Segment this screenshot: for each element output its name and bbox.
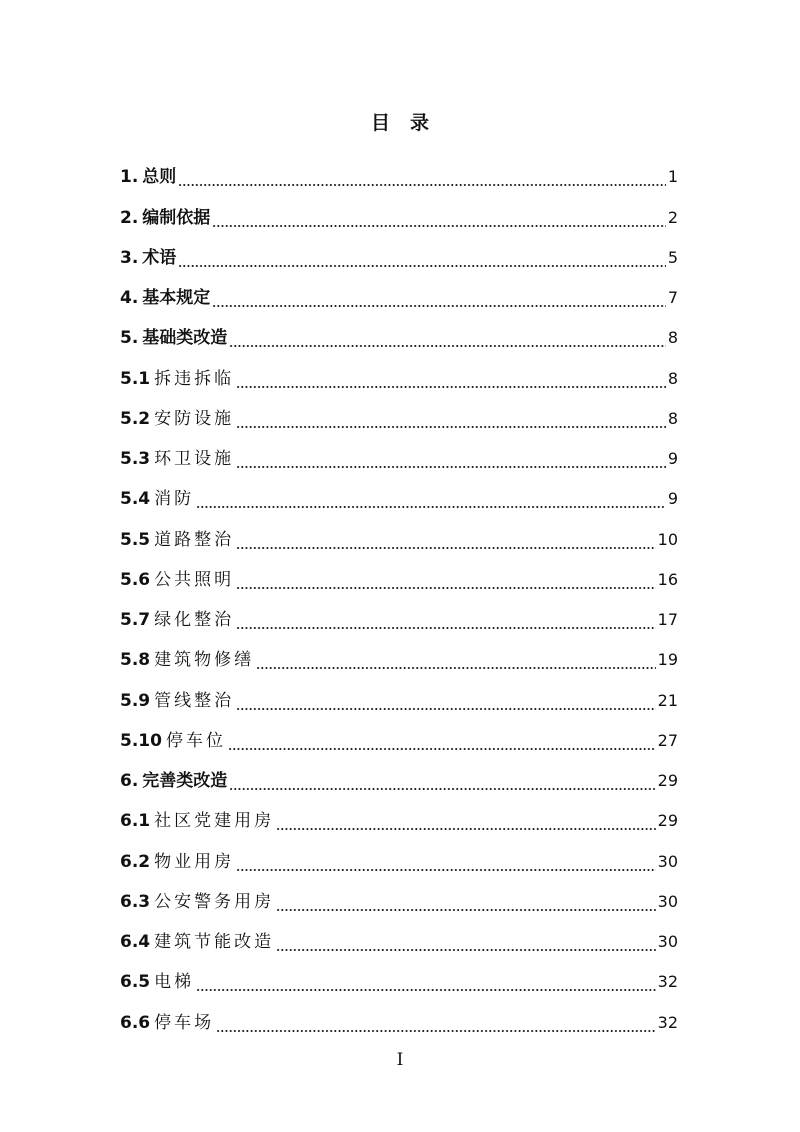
toc-entry-number: 2.: [120, 207, 139, 228]
toc-entry-number: 6.2: [120, 851, 151, 872]
toc-entry-number: 4.: [120, 288, 139, 308]
toc-entry-text: 公共照明: [154, 569, 235, 590]
toc-entry[interactable]: [120, 553, 678, 593]
toc-entry-label: [120, 366, 234, 392]
toc-entry-label: [120, 607, 234, 633]
toc-entry-label: [120, 164, 176, 190]
toc-entry-label: [120, 446, 234, 472]
toc-entry-text: 公安警务用房: [154, 891, 275, 912]
toc-entry-text: 物业用房: [154, 851, 235, 872]
toc-entry-page: 2: [667, 207, 678, 227]
toc-entry-page: 29: [657, 771, 678, 790]
dot-leader: [229, 768, 655, 794]
toc-entry-label: [120, 647, 254, 673]
dot-leader: [212, 205, 666, 231]
toc-entry-text: 绿化整治: [154, 610, 235, 630]
toc-entry-label: [120, 406, 234, 432]
toc-entry-label: [120, 205, 210, 231]
dot-leader: [236, 366, 666, 392]
toc-entry-text: 消防: [154, 489, 195, 510]
toc-entry-number: 5.7: [120, 610, 151, 630]
table-of-contents: [120, 150, 678, 1036]
toc-entry-page: 19: [657, 650, 678, 670]
toc-entry-page: 27: [657, 730, 678, 750]
dot-leader: [196, 486, 666, 512]
toc-entry-text: 停车位: [165, 730, 226, 751]
toc-entry-label: [120, 728, 226, 754]
toc-entry-number: 5.5: [120, 529, 151, 550]
dot-leader: [178, 164, 666, 190]
dot-leader: [236, 406, 666, 432]
toc-entry-label: [120, 969, 194, 995]
toc-entry-text: 停车场: [154, 1012, 215, 1033]
toc-entry-label: [120, 889, 274, 915]
toc-entry-label: [120, 808, 274, 834]
toc-entry-page: 8: [667, 408, 678, 428]
toc-entry-number: 5.3: [120, 449, 151, 469]
dot-leader: [178, 245, 666, 271]
toc-entry-text: 建筑物修缮: [154, 650, 255, 671]
toc-entry[interactable]: [120, 754, 678, 794]
dot-leader: [196, 969, 656, 995]
toc-entry-number: 6.6: [120, 1012, 151, 1033]
toc-entry[interactable]: [120, 673, 678, 713]
toc-entry-page: 30: [657, 891, 678, 911]
toc-entry-page: 16: [657, 569, 678, 589]
toc-entry[interactable]: [120, 875, 678, 915]
toc-title: 目录: [370, 112, 449, 134]
toc-entry[interactable]: [120, 915, 678, 955]
toc-entry-text: 安防设施: [154, 408, 235, 429]
toc-entry-text: 术语: [142, 247, 177, 268]
toc-entry-number: 5.2: [120, 408, 151, 429]
toc-entry-number: 5.: [120, 328, 139, 349]
toc-entry[interactable]: [120, 955, 678, 995]
toc-entry-number: 5.1: [120, 368, 151, 389]
toc-entry[interactable]: [120, 351, 678, 391]
toc-entry-text: 总则: [142, 167, 177, 188]
toc-entry[interactable]: [120, 190, 678, 230]
dot-leader: [236, 446, 666, 472]
toc-entry-page: 7: [667, 288, 678, 307]
toc-entry[interactable]: [120, 271, 678, 311]
toc-entry-text: 道路整治: [154, 529, 235, 550]
toc-entry-text: 电梯: [154, 972, 195, 993]
toc-entry-label: [120, 567, 234, 593]
toc-entry-number: 6.4: [120, 932, 151, 952]
toc-entry-page: 32: [657, 1012, 678, 1032]
toc-entry-page: 8: [667, 368, 678, 388]
toc-entry[interactable]: [120, 472, 678, 512]
toc-entry[interactable]: [120, 834, 678, 874]
toc-entry[interactable]: [120, 150, 678, 190]
toc-entry-text: 完善类改造: [142, 771, 228, 791]
toc-entry-text: 管线整治: [154, 690, 235, 711]
dot-leader: [236, 849, 656, 875]
toc-entry-number: 5.9: [120, 690, 151, 711]
toc-entry-page: 9: [667, 449, 678, 468]
toc-entry-number: 6.3: [120, 891, 151, 912]
toc-entry-label: [120, 1010, 214, 1036]
toc-entry[interactable]: [120, 392, 678, 432]
toc-entry[interactable]: [120, 995, 678, 1035]
toc-entry-label: [120, 325, 227, 351]
toc-entry-number: 6.: [120, 771, 139, 791]
dot-leader: [276, 929, 656, 955]
dot-leader: [216, 1010, 656, 1036]
toc-entry-label: [120, 245, 176, 271]
toc-entry-text: 社区党建用房: [154, 811, 275, 832]
toc-entry-text: 拆违拆临: [154, 368, 235, 389]
toc-entry-page: 29: [657, 811, 678, 831]
toc-entry-number: 6.5: [120, 972, 151, 993]
toc-entry-label: [120, 486, 194, 512]
dot-leader: [236, 567, 656, 593]
toc-entry-label: [120, 849, 234, 875]
toc-entry-page: 9: [667, 489, 678, 509]
toc-entry-number: 5.4: [120, 489, 151, 510]
dot-leader: [236, 527, 656, 553]
toc-entry-page: 5: [667, 247, 678, 267]
toc-entry-number: 5.8: [120, 650, 151, 671]
toc-entry[interactable]: [120, 633, 678, 673]
toc-entry-label: [120, 929, 274, 955]
toc-entry-text: 环卫设施: [154, 449, 235, 469]
toc-entry-page: 30: [657, 851, 678, 871]
dot-leader: [276, 808, 656, 834]
toc-entry-page: 17: [657, 610, 678, 629]
dot-leader: [256, 647, 656, 673]
dot-leader: [228, 728, 656, 754]
toc-entry[interactable]: [120, 311, 678, 351]
toc-entry[interactable]: [120, 794, 678, 834]
dot-leader: [236, 607, 656, 633]
toc-entry[interactable]: [120, 512, 678, 552]
toc-entry-number: 1.: [120, 167, 139, 188]
dot-leader: [276, 889, 656, 915]
toc-entry[interactable]: [120, 231, 678, 271]
toc-entry[interactable]: [120, 593, 678, 633]
dot-leader: [212, 285, 666, 311]
toc-entry-page: 21: [657, 690, 678, 710]
toc-entry-label: [120, 768, 227, 794]
toc-entry-page: 30: [657, 932, 678, 951]
toc-entry-number: 3.: [120, 247, 139, 268]
dot-leader: [229, 325, 666, 351]
toc-entry-text: 基础类改造: [142, 328, 228, 349]
toc-entry[interactable]: [120, 432, 678, 472]
toc-entry-number: 5.6: [120, 569, 151, 590]
dot-leader: [236, 688, 656, 714]
toc-entry-label: [120, 688, 234, 714]
toc-entry-label: [120, 285, 210, 311]
toc-entry-page: 10: [657, 529, 678, 549]
toc-entry-label: [120, 527, 234, 553]
toc-entry-text: 建筑节能改造: [154, 932, 275, 952]
toc-entry-text: 基本规定: [142, 288, 211, 308]
toc-entry-number: 6.1: [120, 811, 151, 832]
toc-entry-page: 32: [657, 972, 678, 992]
toc-entry-page: 1: [667, 167, 678, 187]
toc-entry[interactable]: [120, 714, 678, 754]
page-number: I: [396, 1050, 404, 1070]
toc-entry-number: 5.10: [120, 730, 162, 751]
toc-entry-text: 编制依据: [142, 207, 211, 228]
toc-entry-page: 8: [667, 328, 678, 348]
